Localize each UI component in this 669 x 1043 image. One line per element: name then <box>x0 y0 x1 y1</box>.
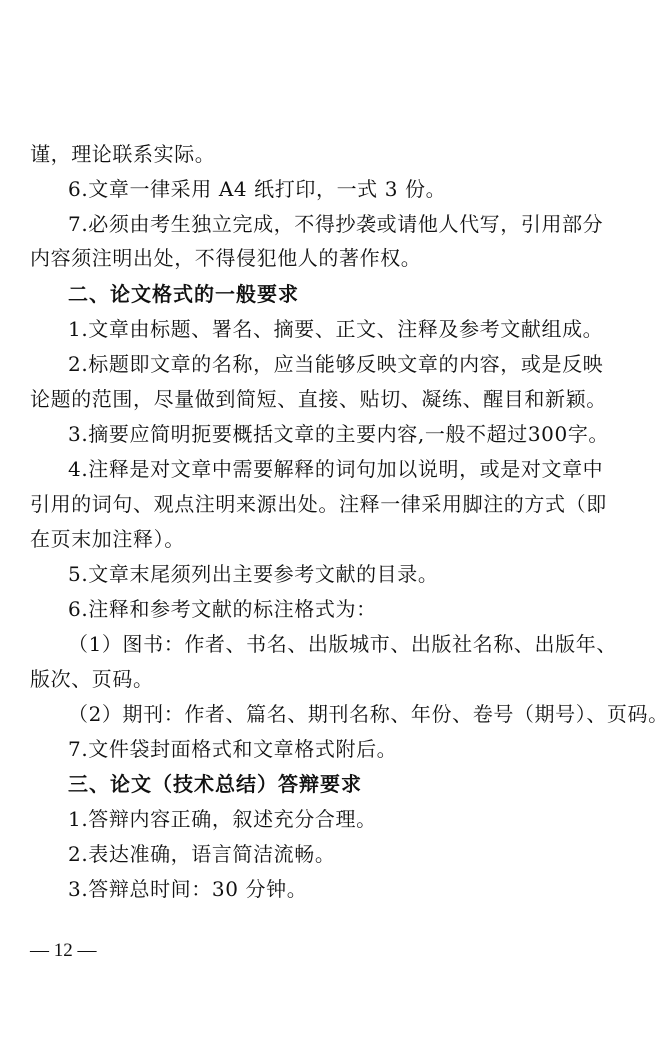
format-item-6: 6.注释和参考文献的标注格式为： <box>68 597 377 621</box>
page-number: — 12 — <box>30 940 97 961</box>
format-item-1: 1.文章由标题、署名、摘要、正文、注释及参考文献组成。 <box>68 317 604 341</box>
format-item-2: 2.标题即文章的名称，应当能够反映文章的内容，或是反映 <box>68 352 604 376</box>
requirement-item-7-continuation: 内容须注明出处，不得侵犯他人的著作权。 <box>30 246 422 270</box>
format-item-4-continuation: 在页末加注释）。 <box>30 527 185 551</box>
section-heading-defense: 三、论文（技术总结）答辩要求 <box>68 772 362 796</box>
format-item-2-continuation: 论题的范围，尽量做到简短、直接、贴切、凝练、醒目和新颖。 <box>30 387 607 411</box>
format-item-4-continuation: 引用的词句、观点注明来源出处。注释一律采用脚注的方式（即 <box>30 492 607 516</box>
format-item-4: 4.注释是对文章中需要解释的词句加以说明，或是对文章中 <box>68 457 604 481</box>
defense-item-1: 1.答辩内容正确，叙述充分合理。 <box>68 807 377 831</box>
defense-item-3: 3.答辩总时间：30 分钟。 <box>68 877 308 901</box>
section-heading-format: 二、论文格式的一般要求 <box>68 282 299 306</box>
format-item-5: 5.文章末尾须列出主要参考文献的目录。 <box>68 562 439 586</box>
requirement-item-6: 6.文章一律采用 A4 纸打印，一式 3 份。 <box>68 177 447 201</box>
format-item-7: 7.文件袋封面格式和文章格式附后。 <box>68 737 398 761</box>
citation-format-journals: （2）期刊：作者、篇名、期刊名称、年份、卷号（期号）、页码。 <box>68 702 669 726</box>
format-item-3: 3.摘要应简明扼要概括文章的主要内容,一般不超过300字。 <box>68 422 610 446</box>
text-line-continuation: 谨，理论联系实际。 <box>30 142 216 166</box>
citation-format-books-continuation: 版次、页码。 <box>30 667 154 691</box>
requirement-item-7: 7.必须由考生独立完成，不得抄袭或请他人代写，引用部分 <box>68 212 604 236</box>
citation-format-books: （1）图书：作者、书名、出版城市、出版社名称、出版年、 <box>68 632 617 656</box>
defense-item-2: 2.表达准确，语言简洁流畅。 <box>68 842 336 866</box>
